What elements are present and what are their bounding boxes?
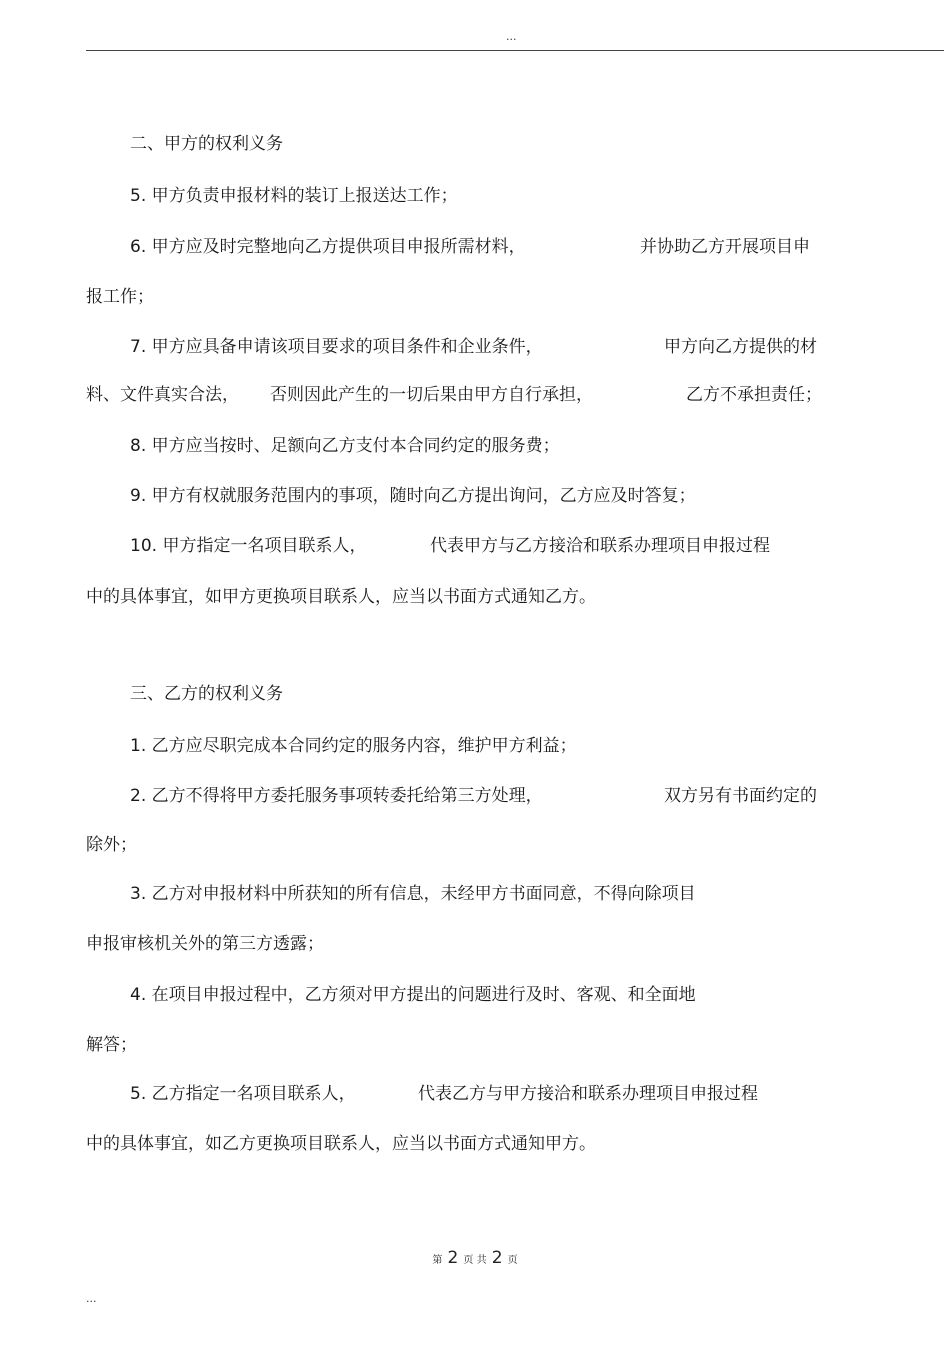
s3-item4-line1: 4. 在项目申报过程中，乙方须对甲方提出的问题进行及时、客观、和全面地 [130, 985, 696, 1005]
s3-item2-line1a: 2. 乙方不得将甲方委托服务事项转委托给第三方处理， [130, 786, 543, 806]
footer-ye: 页 [507, 1255, 518, 1266]
header-mark: ... [506, 30, 517, 43]
footer-page-number: 2 [447, 1248, 459, 1268]
s3-item2-line2: 除外； [86, 835, 137, 855]
s3-item5-line1b: 代表乙方与甲方接洽和联系办理项目申报过程 [418, 1084, 758, 1104]
s2-item6-line1b: 并协助乙方开展项目申 [640, 237, 810, 257]
s3-item3-line1: 3. 乙方对申报材料中所获知的所有信息，未经甲方书面同意，不得向除项目 [130, 884, 696, 904]
s2-item10-line1a: 10. 甲方指定一名项目联系人， [130, 536, 367, 556]
page-footer [0, 1248, 950, 1268]
s3-item3-line2: 申报审核机关外的第三方透露； [86, 934, 324, 954]
s2-item7-line2b: 否则因此产生的一切后果由甲方自行承担， [270, 385, 593, 405]
s2-item5: 5. 甲方负责申报材料的装订上报送达工作； [130, 186, 458, 206]
s2-item6-line1a: 6. 甲方应及时完整地向乙方提供项目申报所需材料， [130, 237, 526, 257]
s2-item10-line1b: 代表甲方与乙方接洽和联系办理项目申报过程 [430, 536, 770, 556]
footer-total-pages: 2 [491, 1248, 503, 1268]
s3-item5-line1a: 5. 乙方指定一名项目联系人， [130, 1084, 356, 1104]
s2-item7-line2c: 乙方不承担责任； [686, 385, 822, 405]
s2-item7-line1b: 甲方向乙方提供的材 [664, 337, 817, 357]
s2-item9: 9. 甲方有权就服务范围内的事项，随时向乙方提出询问，乙方应及时答复； [130, 486, 696, 506]
s2-item7-line1a: 7. 甲方应具备申请该项目要求的项目条件和企业条件， [130, 337, 543, 357]
s3-item2-line1b: 双方另有书面约定的 [664, 786, 817, 806]
footer-ye-gong: 页 共 [463, 1255, 487, 1266]
section3-heading: 三、乙方的权利义务 [130, 684, 283, 704]
s3-item4-line2: 解答； [86, 1035, 137, 1055]
section2-heading: 二、甲方的权利义务 [130, 134, 283, 154]
s3-item1: 1. 乙方应尽职完成本合同约定的服务内容，维护甲方利益； [130, 736, 577, 756]
footer-di: 第 [432, 1255, 443, 1266]
s2-item7-line2a: 料、文件真实合法， [86, 385, 239, 405]
s2-item8: 8. 甲方应当按时、足额向乙方支付本合同约定的服务费； [130, 436, 560, 456]
s2-item6-line2: 报工作； [86, 287, 154, 307]
s3-item5-line2: 中的具体事宜，如乙方更换项目联系人，应当以书面方式通知甲方。 [86, 1134, 596, 1154]
s2-item10-line2: 中的具体事宜，如甲方更换项目联系人，应当以书面方式通知乙方。 [86, 587, 596, 607]
header-rule [86, 50, 944, 51]
footer-mark: ... [86, 1292, 97, 1305]
